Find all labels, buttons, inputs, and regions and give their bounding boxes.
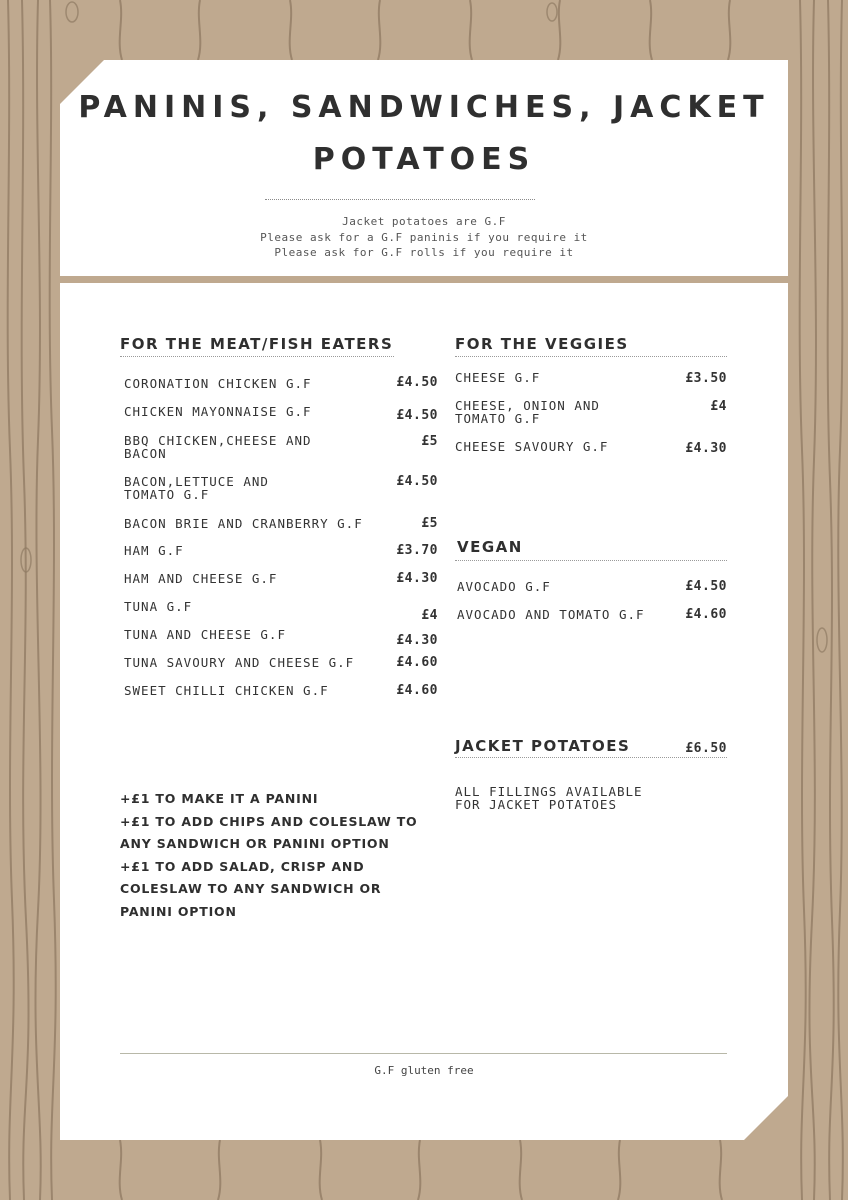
- item-name: CORONATION CHICKEN G.F: [124, 376, 312, 391]
- item-name: CHEESE SAVOURY G.F: [455, 439, 609, 454]
- meat-heading-underline: [120, 356, 394, 357]
- item-price: £5: [421, 434, 438, 449]
- item-name: CHEESE, ONION AND TOMATO G.F: [455, 398, 600, 426]
- item-name: BACON,LETTUCE AND TOMATO G.F: [124, 474, 269, 502]
- jacket-heading-underline: [455, 757, 727, 758]
- item-price: £4.50: [396, 474, 438, 489]
- item-price: £4.30: [396, 633, 438, 648]
- extra-line: +£1 TO ADD CHIPS AND COLESLAW TO: [120, 813, 418, 829]
- item-name: HAM AND CHEESE G.F: [124, 571, 278, 586]
- item-name: CHEESE G.F: [455, 370, 541, 385]
- extra-line: +£1 TO MAKE IT A PANINI: [120, 791, 319, 806]
- footer-divider: [120, 1053, 727, 1054]
- note-jacket-gf: Jacket potatoes are G.F: [342, 215, 506, 228]
- menu-title-line-1: PANINIS, SANDWICHES, JACKET: [78, 90, 770, 125]
- note-panini-gf: Please ask for a G.F paninis if you require it: [260, 231, 588, 244]
- item-name: BACON BRIE AND CRANBERRY G.F: [124, 516, 363, 531]
- item-price: £4.50: [685, 579, 727, 594]
- item-name: CHICKEN MAYONNAISE G.F: [124, 404, 312, 419]
- item-name: HAM G.F: [124, 543, 184, 558]
- note-rolls-gf: Please ask for G.F rolls if you require it: [274, 246, 574, 259]
- item-name: BBQ CHICKEN,CHEESE AND BACON: [124, 433, 312, 461]
- extras-list: [120, 788, 420, 924]
- jacket-price: £6.50: [685, 741, 727, 756]
- item-price: £4.60: [396, 655, 438, 670]
- extra-line: ANY SANDWICH OR PANINI OPTION: [120, 836, 390, 852]
- item-name: TUNA G.F: [124, 599, 193, 614]
- item-price: £3.50: [685, 371, 727, 386]
- vegan-heading-underline: [455, 560, 727, 561]
- item-price: £4: [421, 608, 438, 623]
- item-name: SWEET CHILLI CHICKEN G.F: [124, 683, 329, 698]
- menu-title-line-2: POTATOES: [312, 142, 536, 177]
- item-price: £4.50: [396, 408, 438, 423]
- item-price: £4.60: [685, 607, 727, 622]
- veggies-heading: FOR THE VEGGIES: [455, 335, 629, 353]
- extra-line: PANINI OPTION: [120, 903, 237, 919]
- item-name: TUNA AND CHEESE G.F: [124, 627, 286, 642]
- item-price: £4.30: [685, 441, 727, 456]
- veggies-heading-underline: [455, 356, 727, 357]
- jacket-description: ALL FILLINGS AVAILABLE FOR JACKET POTATOES: [455, 784, 643, 812]
- extra-line: COLESLAW TO ANY SANDWICH OR: [120, 881, 382, 897]
- item-price: £5: [421, 516, 438, 531]
- jacket-heading: JACKET POTATOES: [455, 737, 631, 755]
- item-price: £4: [710, 399, 727, 414]
- title-divider: [265, 199, 535, 200]
- item-name: AVOCADO AND TOMATO G.F: [457, 607, 645, 622]
- item-name: AVOCADO G.F: [457, 579, 551, 594]
- item-price: £4.60: [396, 683, 438, 698]
- item-price: £4.30: [396, 571, 438, 586]
- footer-note: G.F gluten free: [374, 1064, 474, 1077]
- item-price: £4.50: [396, 375, 438, 390]
- item-name: TUNA SAVOURY AND CHEESE G.F: [124, 655, 355, 670]
- vegan-heading: VEGAN: [457, 538, 523, 556]
- item-price: £3.70: [396, 543, 438, 558]
- meat-heading: FOR THE MEAT/FISH EATERS: [120, 335, 394, 353]
- extra-line: +£1 TO ADD SALAD, CRISP AND: [120, 858, 365, 874]
